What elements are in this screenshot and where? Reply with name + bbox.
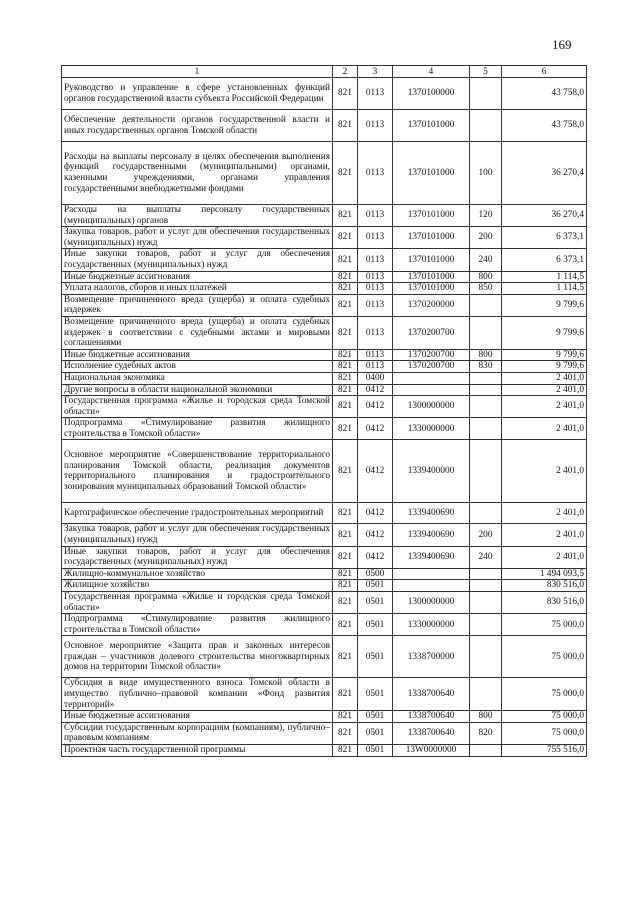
name-cell: Иные бюджетные ассигнования (62, 711, 333, 723)
name-cell: Национальная экономика (62, 372, 333, 384)
expense-type-cell: 120 (470, 205, 502, 227)
section-code-cell: 0113 (358, 78, 393, 110)
table-row (62, 349, 587, 361)
table-row (62, 678, 587, 711)
name-cell: Расходы на выплаты персоналу государственных (муниципальных) органов (62, 205, 333, 227)
expense-type-cell (470, 568, 502, 580)
amount-cell: 75 000,0 (502, 722, 587, 744)
amount-cell: 6 373,1 (502, 227, 587, 249)
expense-type-cell: 830 (470, 361, 502, 373)
expense-type-cell: 800 (470, 271, 502, 283)
table-row (62, 568, 587, 580)
target-article-cell: 1339400690 (393, 546, 470, 568)
target-article-cell: 1338700640 (393, 711, 470, 723)
expense-type-cell (470, 744, 502, 756)
amount-cell: 36 270,4 (502, 142, 587, 205)
amount-cell: 75 000,0 (502, 711, 587, 723)
section-code-cell: 0501 (358, 711, 393, 723)
table-row (62, 711, 587, 723)
target-article-cell: 1330000000 (393, 418, 470, 440)
expense-type-cell (470, 294, 502, 316)
target-article-cell: 1370200700 (393, 316, 470, 349)
name-cell: Возмещение причиненного вреда (ущерба) и оплата судебных издержек в соответствии с судебными актами и мировыми соглашениями (62, 316, 333, 349)
amount-cell: 2 401,0 (502, 546, 587, 568)
target-article-cell: 1339400690 (393, 503, 470, 524)
section-code-cell: 0501 (358, 722, 393, 744)
name-cell: Проектная часть государственной программы (62, 744, 333, 756)
target-article-cell: 1370101000 (393, 227, 470, 249)
header-cell: 4 (393, 66, 470, 78)
section-code-cell: 0113 (358, 349, 393, 361)
section-code-cell: 0412 (358, 418, 393, 440)
section-code-cell: 0501 (358, 744, 393, 756)
name-cell: Расходы на выплаты персоналу в целях обеспечения выполнения функций государственными (муниципальными) органами, казенными учреждениями, органами управления государственными внебюджетными фондами (62, 142, 333, 205)
target-article-cell: 1370200000 (393, 294, 470, 316)
admin-code-cell: 821 (333, 78, 358, 110)
amount-cell: 2 401,0 (502, 503, 587, 524)
admin-code-cell: 821 (333, 249, 358, 271)
admin-code-cell: 821 (333, 271, 358, 283)
admin-code-cell: 821 (333, 722, 358, 744)
expense-type-cell (470, 580, 502, 592)
name-cell: Субсидии государственным корпорациям (компаниям), публично–правовым компаниям (62, 722, 333, 744)
target-article-cell: 1370101000 (393, 205, 470, 227)
expense-type-cell (470, 384, 502, 396)
section-code-cell: 0501 (358, 580, 393, 592)
expense-type-cell: 100 (470, 142, 502, 205)
target-article-cell (393, 384, 470, 396)
expense-type-cell (470, 316, 502, 349)
target-article-cell: 1338700640 (393, 678, 470, 711)
table-row (62, 294, 587, 316)
amount-cell: 75 000,0 (502, 636, 587, 678)
admin-code-cell: 821 (333, 349, 358, 361)
amount-cell: 43 758,0 (502, 78, 587, 110)
admin-code-cell: 821 (333, 711, 358, 723)
target-article-cell: 1370101000 (393, 283, 470, 295)
amount-cell: 830 516,0 (502, 592, 587, 614)
name-cell: Закупка товаров, работ и услуг для обеспечения государственных (муниципальных) нужд (62, 524, 333, 546)
target-article-cell: 1370100000 (393, 78, 470, 110)
target-article-cell: 1339400690 (393, 524, 470, 546)
name-cell: Закупка товаров, работ и услуг для обеспечения государственных (муниципальных) нужд (62, 227, 333, 249)
target-article-cell: 1370200700 (393, 349, 470, 361)
name-cell: Подпрограмма «Стимулирование развития жилищного строительства в Томской области» (62, 418, 333, 440)
name-cell: Руководство и управление в сфере установленных функций органов государственной власти субъекта Российской Федерации (62, 78, 333, 110)
admin-code-cell: 821 (333, 744, 358, 756)
table-row (62, 227, 587, 249)
section-code-cell: 0501 (358, 592, 393, 614)
admin-code-cell: 821 (333, 524, 358, 546)
admin-code-cell: 821 (333, 294, 358, 316)
name-cell: Основное мероприятие «Защита прав и законных интересов граждан – участников долевого строительства многоквартирных домов на территории Томской области» (62, 636, 333, 678)
target-article-cell: 1338700000 (393, 636, 470, 678)
expense-type-cell (470, 614, 502, 636)
amount-cell: 755 516,0 (502, 744, 587, 756)
expense-type-cell (470, 678, 502, 711)
table-row (62, 722, 587, 744)
name-cell: Основное мероприятие «Совершенствование территориального планирования Томской области, реализация документов территориального планирования и градостроительного зонирования муниципальных образований Томской области» (62, 440, 333, 503)
admin-code-cell: 821 (333, 418, 358, 440)
section-code-cell: 0412 (358, 396, 393, 418)
section-code-cell: 0412 (358, 546, 393, 568)
section-code-cell: 0113 (358, 205, 393, 227)
table-row (62, 546, 587, 568)
admin-code-cell: 821 (333, 110, 358, 142)
section-code-cell: 0412 (358, 384, 393, 396)
amount-cell: 6 373,1 (502, 249, 587, 271)
target-article-cell: 1370200700 (393, 361, 470, 373)
section-code-cell: 0113 (358, 294, 393, 316)
expense-type-cell: 240 (470, 546, 502, 568)
budget-table (61, 65, 587, 757)
expense-type-cell (470, 78, 502, 110)
target-article-cell: 13W0000000 (393, 744, 470, 756)
admin-code-cell: 821 (333, 440, 358, 503)
table-row (62, 503, 587, 524)
page-number: 169 (552, 37, 572, 52)
header-cell: 1 (62, 66, 333, 78)
section-code-cell: 0400 (358, 372, 393, 384)
target-article-cell: 1300000000 (393, 592, 470, 614)
amount-cell: 9 799,6 (502, 361, 587, 373)
amount-cell: 2 401,0 (502, 384, 587, 396)
table-row (62, 384, 587, 396)
table-row (62, 372, 587, 384)
amount-cell: 2 401,0 (502, 440, 587, 503)
admin-code-cell: 821 (333, 316, 358, 349)
target-article-cell: 1370101000 (393, 271, 470, 283)
table-row (62, 580, 587, 592)
amount-cell: 9 799,6 (502, 294, 587, 316)
admin-code-cell: 821 (333, 361, 358, 373)
admin-code-cell: 821 (333, 396, 358, 418)
name-cell: Государственная программа «Жилье и городская среда Томской области» (62, 592, 333, 614)
section-code-cell: 0113 (358, 283, 393, 295)
amount-cell: 9 799,6 (502, 316, 587, 349)
table-row (62, 205, 587, 227)
expense-type-cell (470, 636, 502, 678)
target-article-cell (393, 568, 470, 580)
table-row (62, 361, 587, 373)
section-code-cell: 0500 (358, 568, 393, 580)
section-code-cell: 0113 (358, 361, 393, 373)
header-cell: 6 (502, 66, 587, 78)
table-row (62, 142, 587, 205)
admin-code-cell: 821 (333, 205, 358, 227)
expense-type-cell: 800 (470, 349, 502, 361)
expense-type-cell (470, 418, 502, 440)
section-code-cell: 0412 (358, 524, 393, 546)
expense-type-cell: 800 (470, 711, 502, 723)
header-cell: 2 (333, 66, 358, 78)
admin-code-cell: 821 (333, 384, 358, 396)
amount-cell: 2 401,0 (502, 396, 587, 418)
name-cell: Иные бюджетные ассигнования (62, 271, 333, 283)
name-cell: Уплата налогов, сборов и иных платежей (62, 283, 333, 295)
section-code-cell: 0412 (358, 503, 393, 524)
table-row (62, 614, 587, 636)
section-code-cell: 0113 (358, 110, 393, 142)
name-cell: Государственная программа «Жилье и городская среда Томской области» (62, 396, 333, 418)
amount-cell: 830 516,0 (502, 580, 587, 592)
amount-cell: 9 799,6 (502, 349, 587, 361)
expense-type-cell (470, 396, 502, 418)
amount-cell: 1 114,5 (502, 271, 587, 283)
amount-cell: 1 114,5 (502, 283, 587, 295)
table-row (62, 592, 587, 614)
amount-cell: 75 000,0 (502, 614, 587, 636)
section-code-cell: 0113 (358, 271, 393, 283)
section-code-cell: 0501 (358, 678, 393, 711)
header-cell: 3 (358, 66, 393, 78)
name-cell: Другие вопросы в области национальной экономики (62, 384, 333, 396)
amount-cell: 2 401,0 (502, 418, 587, 440)
section-code-cell: 0501 (358, 636, 393, 678)
expense-type-cell (470, 592, 502, 614)
name-cell: Иные закупки товаров, работ и услуг для обеспечения государственных (муниципальных) нужд (62, 546, 333, 568)
admin-code-cell: 821 (333, 283, 358, 295)
expense-type-cell: 850 (470, 283, 502, 295)
name-cell: Обеспечение деятельности органов государственной власти и иных государственных органов Томской области (62, 110, 333, 142)
expense-type-cell: 200 (470, 524, 502, 546)
admin-code-cell: 821 (333, 503, 358, 524)
table-row (62, 110, 587, 142)
amount-cell: 75 000,0 (502, 678, 587, 711)
name-cell: Жилищно-коммунальное хозяйство (62, 568, 333, 580)
amount-cell: 2 401,0 (502, 524, 587, 546)
admin-code-cell: 821 (333, 372, 358, 384)
table-row (62, 524, 587, 546)
table-row (62, 283, 587, 295)
header-row (62, 66, 587, 78)
admin-code-cell: 821 (333, 614, 358, 636)
amount-cell: 43 758,0 (502, 110, 587, 142)
target-article-cell: 1300000000 (393, 396, 470, 418)
section-code-cell: 0113 (358, 227, 393, 249)
target-article-cell: 1370101000 (393, 249, 470, 271)
section-code-cell: 0412 (358, 440, 393, 503)
admin-code-cell: 821 (333, 227, 358, 249)
target-article-cell: 1370101000 (393, 142, 470, 205)
section-code-cell: 0113 (358, 316, 393, 349)
admin-code-cell: 821 (333, 568, 358, 580)
expense-type-cell (470, 503, 502, 524)
name-cell: Возмещение причиненного вреда (ущерба) и оплата судебных издержек (62, 294, 333, 316)
amount-cell: 1 494 093,5 (502, 568, 587, 580)
name-cell: Подпрограмма «Стимулирование развития жилищного строительства в Томской области» (62, 614, 333, 636)
target-article-cell: 1338700640 (393, 722, 470, 744)
name-cell: Иные закупки товаров, работ и услуг для обеспечения государственных (муниципальных) нужд (62, 249, 333, 271)
expense-type-cell (470, 110, 502, 142)
table-row (62, 271, 587, 283)
section-code-cell: 0501 (358, 614, 393, 636)
table-row (62, 440, 587, 503)
table-row (62, 418, 587, 440)
expense-type-cell: 200 (470, 227, 502, 249)
name-cell: Жилищное хозяйство (62, 580, 333, 592)
section-code-cell: 0113 (358, 142, 393, 205)
target-article-cell: 1370101000 (393, 110, 470, 142)
table-row (62, 744, 587, 756)
expense-type-cell (470, 372, 502, 384)
name-cell: Субсидия в виде имущественного взноса Томской области в имущество публично–правовой компании «Фонд развития территорий» (62, 678, 333, 711)
admin-code-cell: 821 (333, 142, 358, 205)
table-row (62, 249, 587, 271)
name-cell: Исполнение судебных актов (62, 361, 333, 373)
name-cell: Картографическое обеспечение градостроительных мероприятий (62, 503, 333, 524)
admin-code-cell: 821 (333, 678, 358, 711)
table-row (62, 636, 587, 678)
target-article-cell: 1330000000 (393, 614, 470, 636)
expense-type-cell: 820 (470, 722, 502, 744)
section-code-cell: 0113 (358, 249, 393, 271)
table-row (62, 396, 587, 418)
table-row (62, 78, 587, 110)
target-article-cell: 1339400000 (393, 440, 470, 503)
admin-code-cell: 821 (333, 636, 358, 678)
admin-code-cell: 821 (333, 592, 358, 614)
table-row (62, 316, 587, 349)
expense-type-cell (470, 440, 502, 503)
admin-code-cell: 821 (333, 580, 358, 592)
amount-cell: 2 401,0 (502, 372, 587, 384)
target-article-cell (393, 372, 470, 384)
expense-type-cell: 240 (470, 249, 502, 271)
header-cell: 5 (470, 66, 502, 78)
name-cell: Иные бюджетные ассигнования (62, 349, 333, 361)
target-article-cell (393, 580, 470, 592)
admin-code-cell: 821 (333, 546, 358, 568)
budget-table-body (62, 66, 587, 757)
amount-cell: 36 270,4 (502, 205, 587, 227)
